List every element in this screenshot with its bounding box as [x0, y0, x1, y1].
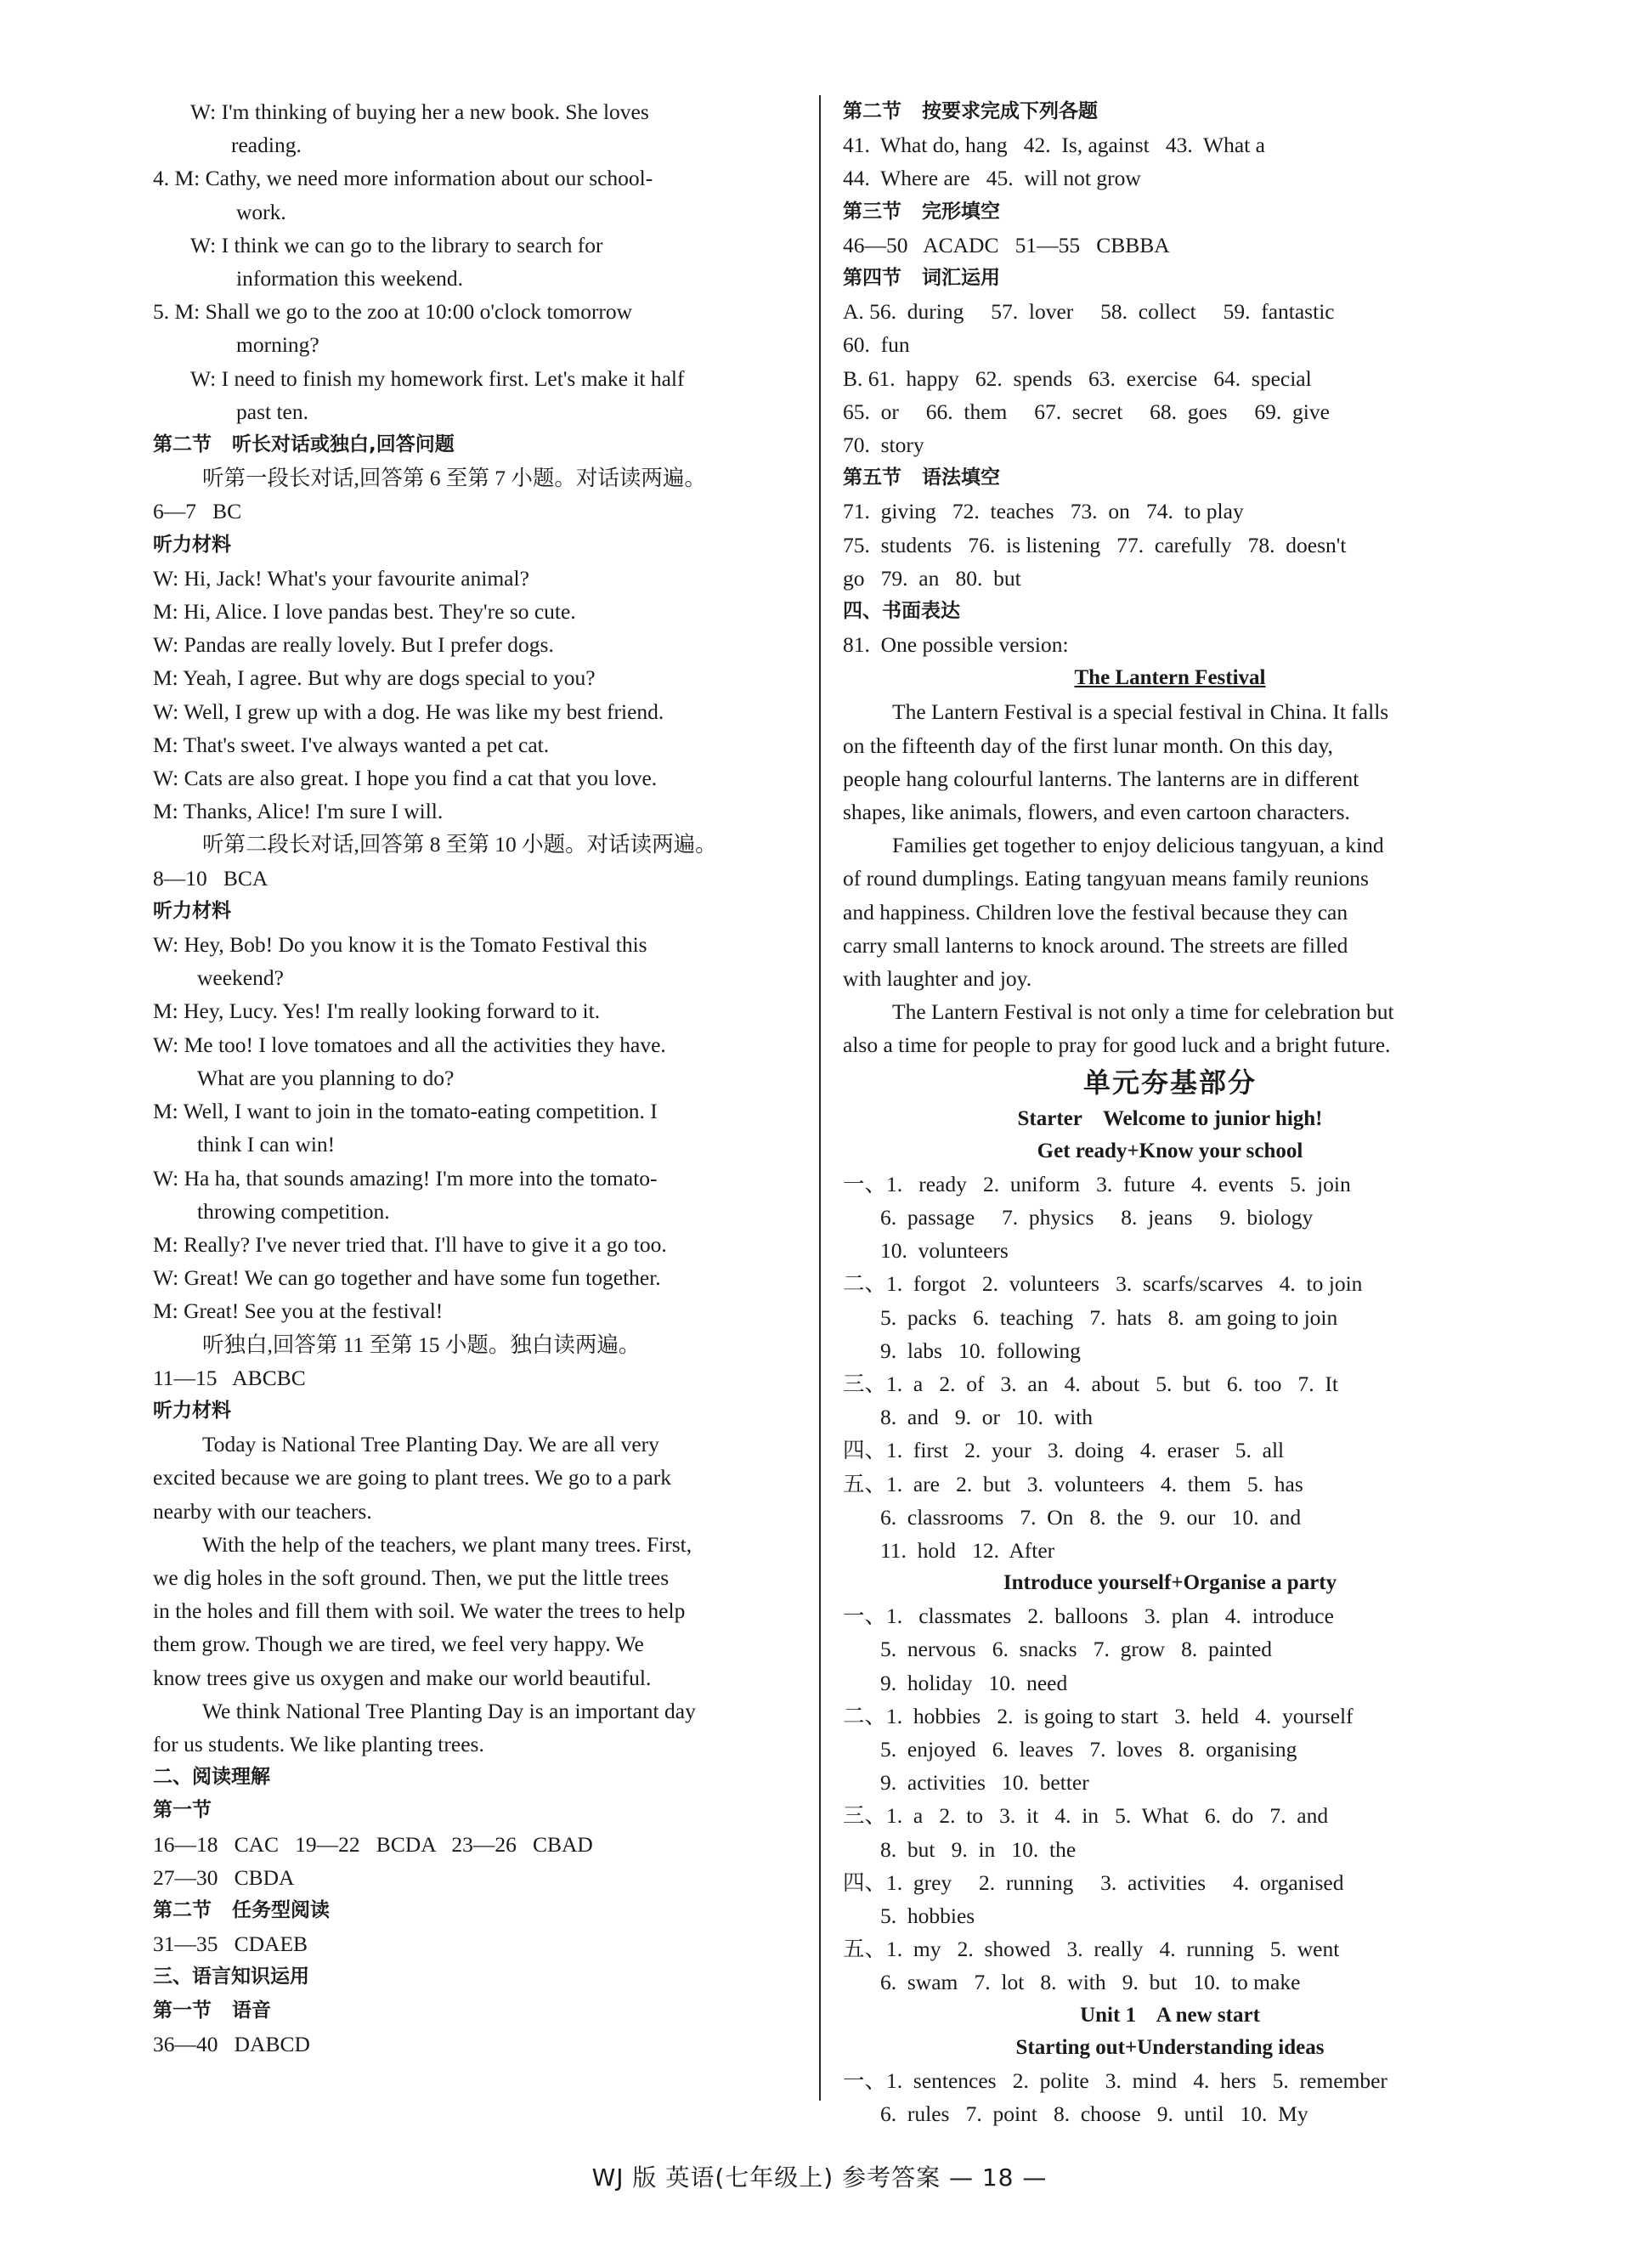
text-line: past ten. — [236, 399, 308, 424]
text-line: 听第二段长对话,回答第 8 至第 10 小题。对话读两遍。 — [202, 832, 717, 857]
text-line: weekend? — [197, 965, 284, 991]
text-line: of round dumplings. Eating tangyuan means family reunions — [843, 866, 1369, 891]
text-line: The Lantern Festival is a special festival in China. It falls — [892, 699, 1389, 725]
text-line: 8—10 BCA — [153, 865, 268, 891]
text-line: we dig holes in the soft ground. Then, we put the little trees — [153, 1564, 670, 1590]
text-line: M: Well, I want to join in the tomato-eating competition. I — [153, 1099, 658, 1124]
text-line: 5. nervous 6. snacks 7. grow 8. painted — [880, 1637, 1273, 1662]
text-line: M: Really? I've never tried that. I'll have to give it a go too. — [153, 1231, 667, 1257]
section-heading: 三、语言知识运用 — [153, 1965, 309, 1988]
text-line: 五、1. my 2. showed 3. really 4. running 5. went — [843, 1937, 1340, 1962]
text-line: carry small lanterns to knock around. The streets are filled — [843, 932, 1348, 958]
right-column — [843, 95, 1497, 2130]
text-line: people hang colourful lanterns. The lanterns are in different — [843, 766, 1359, 791]
text-line: Today is National Tree Planting Day. We are all very — [202, 1432, 659, 1457]
text-line: W: Pandas are really lovely. But I prefer dogs. — [153, 632, 554, 658]
text-line: With the help of the teachers, we plant many trees. First, — [202, 1531, 692, 1557]
text-line: reading. — [231, 133, 302, 158]
page-footer: WJ 版 英语(七年级上) 参考答案 — 18 — — [591, 2163, 1048, 2192]
text-line: M: Hey, Lucy. Yes! I'm really looking forward to it. — [153, 998, 601, 1024]
text-line: for us students. We like planting trees. — [153, 1731, 484, 1756]
unit-subtitle: Get ready+Know your school — [1037, 1139, 1303, 1162]
text-line: 60. fun — [843, 332, 910, 358]
unit-subtitle: Introduce yourself+Organise a party — [1003, 1571, 1337, 1595]
section-heading: 四、书面表达 — [843, 600, 960, 623]
text-line: 二、1. hobbies 2. is going to start 3. held 4. yourself — [843, 1703, 1354, 1728]
text-line: know trees give us oxygen and make our world beautiful. — [153, 1665, 652, 1690]
text-line: Families get together to enjoy delicious tangyuan, a kind — [892, 833, 1384, 858]
section-heading: 第二节 听长对话或独白,回答问题 — [153, 433, 455, 456]
left-column — [153, 95, 795, 2061]
text-line: 听第一段长对话,回答第 6 至第 7 小题。对话读两遍。 — [202, 466, 706, 491]
text-line: 4. M: Cathy, we need more information about our school- — [153, 166, 653, 191]
text-line: W: I need to finish my homework first. Let's make it half — [190, 365, 685, 391]
text-line: 5. packs 6. teaching 7. hats 8. am going to join — [880, 1304, 1338, 1330]
text-line: 6. passage 7. physics 8. jeans 9. biology — [880, 1204, 1314, 1230]
text-line: 81. One possible version: — [843, 632, 1069, 658]
text-line: M: Yeah, I agree. But why are dogs special to you? — [153, 665, 596, 691]
text-line: throwing competition. — [197, 1198, 390, 1224]
essay-title — [843, 661, 1497, 695]
text-line: 11. hold 12. After — [880, 1537, 1055, 1563]
text-line: 5. M: Shall we go to the zoo at 10:00 o'clock tomorrow — [153, 299, 633, 325]
unit-subtitle: Unit 1 A new start — [1080, 2003, 1260, 2027]
text-line: 65. or 66. them 67. secret 68. goes 69. give — [843, 399, 1330, 424]
text-line: 6—7 BC — [153, 499, 242, 524]
text-line: in the holes and fill them with soil. We water the trees to help — [153, 1598, 686, 1624]
text-line: 二、1. forgot 2. volunteers 3. scarfs/scarves 4. to join — [843, 1271, 1363, 1297]
section-heading: 第五节 语法填空 — [843, 467, 1001, 489]
text-line: 6. rules 7. point 8. choose 9. until 10. My — [880, 2101, 1308, 2126]
unit-subtitle: Starting out+Understanding ideas — [1015, 2035, 1325, 2059]
text-line: 6. swam 7. lot 8. with 9. but 10. to make — [880, 1970, 1301, 1995]
section-heading: 第一节 — [153, 1799, 212, 1822]
text-line: 70. story — [843, 433, 924, 458]
text-line: 36—40 DABCD — [153, 2031, 310, 2056]
text-line: 5. hobbies — [880, 1903, 975, 1928]
text-line: W: Hi, Jack! What's your favourite animal? — [153, 565, 529, 591]
text-line: M: Hi, Alice. I love pandas best. They're so cute. — [153, 599, 576, 625]
text-line: The Lantern Festival is not only a time for celebration but — [892, 999, 1394, 1025]
section-heading: 二、阅读理解 — [153, 1766, 270, 1789]
text-line: M: Thanks, Alice! I'm sure I will. — [153, 799, 444, 824]
text-line: 8. but 9. in 10. the — [880, 1836, 1077, 1862]
text-line: 6. classrooms 7. On 8. the 9. our 10. and — [880, 1504, 1302, 1530]
section-heading: 听力材料 — [153, 1399, 231, 1422]
section-heading: 听力材料 — [153, 899, 231, 922]
text-line: M: That's sweet. I've always wanted a pet cat. — [153, 732, 550, 757]
text-line: W: Ha ha, that sounds amazing! I'm more into the tomato- — [153, 1165, 658, 1191]
text-line: also a time for people to pray for good luck and a bright future. — [843, 1032, 1391, 1058]
text-line: 五、1. are 2. but 3. volunteers 4. them 5. has — [843, 1471, 1303, 1496]
text-line: information this weekend. — [236, 266, 463, 291]
text-line: 31—35 CDAEB — [153, 1931, 308, 1957]
text-line: with laughter and joy. — [843, 966, 1032, 992]
text-line: think I can win! — [197, 1132, 336, 1157]
text-line: M: Great! See you at the festival! — [153, 1298, 444, 1324]
text-line: 27—30 CBDA — [153, 1864, 295, 1890]
text-line: 9. activities 10. better — [880, 1770, 1089, 1796]
text-line: 16—18 CAC 19—22 BCDA 23—26 CBAD — [153, 1831, 593, 1857]
text-line: W: Well, I grew up with a dog. He was like my best friend. — [153, 698, 664, 724]
text-line: and happiness. Children love the festival because they can — [843, 899, 1348, 925]
text-line: 三、1. a 2. of 3. an 4. about 5. but 6. too 7. It — [843, 1371, 1338, 1396]
text-line: B. 61. happy 62. spends 63. exercise 64. special — [843, 365, 1312, 391]
text-line: 一、1. classmates 2. balloons 3. plan 4. introduce — [843, 1603, 1334, 1629]
text-line: 听独白,回答第 11 至第 15 小题。独白读两遍。 — [202, 1332, 641, 1357]
section-heading: 第一节 语音 — [153, 1999, 272, 2022]
text-line: 四、1. grey 2. running 3. activities 4. organised — [843, 1869, 1344, 1895]
section-heading: 第二节 任务型阅读 — [153, 1898, 331, 1921]
text-line: them grow. Though we are tired, we feel very happy. We — [153, 1632, 644, 1657]
text-line: W: Cats are also great. I hope you find a cat that you love. — [153, 766, 658, 791]
text-line: 一、1. ready 2. uniform 3. future 4. events 5. join — [843, 1171, 1351, 1196]
section-heading: 第二节 按要求完成下列各题 — [843, 100, 1099, 122]
part-title: 单元夯基部分 — [1082, 1066, 1257, 1099]
text-line: go 79. an 80. but — [843, 565, 1021, 591]
text-line: on the fifteenth day of the first lunar month. On this day, — [843, 732, 1333, 758]
text-line: A. 56. during 57. lover 58. collect 59. fantastic — [843, 299, 1335, 325]
text-line: 46—50 ACADC 51—55 CBBBA — [843, 232, 1170, 257]
section-heading: 第三节 完形填空 — [843, 200, 1001, 223]
text-line: 75. students 76. is listening 77. carefully 78. doesn't — [843, 532, 1347, 557]
unit-subtitle: Starter Welcome to junior high! — [1017, 1106, 1323, 1130]
text-line: shapes, like animals, flowers, and even cartoon characters. — [843, 800, 1350, 825]
text-line: 10. volunteers — [880, 1238, 1009, 1264]
text-line: 一、1. sentences 2. polite 3. mind 4. hers 5. remember — [843, 2067, 1387, 2093]
text-line: What are you planning to do? — [197, 1065, 455, 1090]
text-line: 9. labs 10. following — [880, 1338, 1081, 1363]
text-line: 44. Where are 45. will not grow — [843, 166, 1141, 191]
section-heading: 听力材料 — [153, 533, 231, 556]
text-line: 5. enjoyed 6. leaves 7. loves 8. organising — [880, 1736, 1297, 1762]
section-heading: 第四节 词汇运用 — [843, 267, 1001, 290]
text-line: 8. and 9. or 10. with — [880, 1405, 1094, 1430]
text-line: W: Me too! I love tomatoes and all the activities they have. — [153, 1032, 666, 1057]
column-divider — [819, 95, 821, 2101]
essay-title-text: The Lantern Festival — [1074, 666, 1266, 690]
text-line: work. — [236, 199, 286, 224]
text-line: 9. holiday 10. need — [880, 1670, 1068, 1695]
text-line: We think National Tree Planting Day is an important day — [202, 1698, 696, 1723]
text-line: 41. What do, hang 42. Is, against 43. What a — [843, 133, 1265, 158]
text-line: 四、1. first 2. your 3. doing 4. eraser 5. all — [843, 1438, 1285, 1463]
text-line: 71. giving 72. teaches 73. on 74. to play — [843, 499, 1244, 524]
text-line: W: Great! We can go together and have some fun together. — [153, 1265, 661, 1291]
text-line: 三、1. a 2. to 3. it 4. in 5. What 6. do 7. and — [843, 1803, 1329, 1829]
text-line: W: Hey, Bob! Do you know it is the Tomato Festival this — [153, 932, 647, 958]
text-line: W: I'm thinking of buying her a new book. She loves — [190, 99, 649, 124]
text-line: excited because we are going to plant trees. We go to a park — [153, 1465, 671, 1490]
text-line: 11—15 ABCBC — [153, 1365, 306, 1390]
text-line: W: I think we can go to the library to search for — [190, 232, 603, 257]
text-line: morning? — [236, 332, 319, 358]
text-line: nearby with our teachers. — [153, 1498, 372, 1524]
